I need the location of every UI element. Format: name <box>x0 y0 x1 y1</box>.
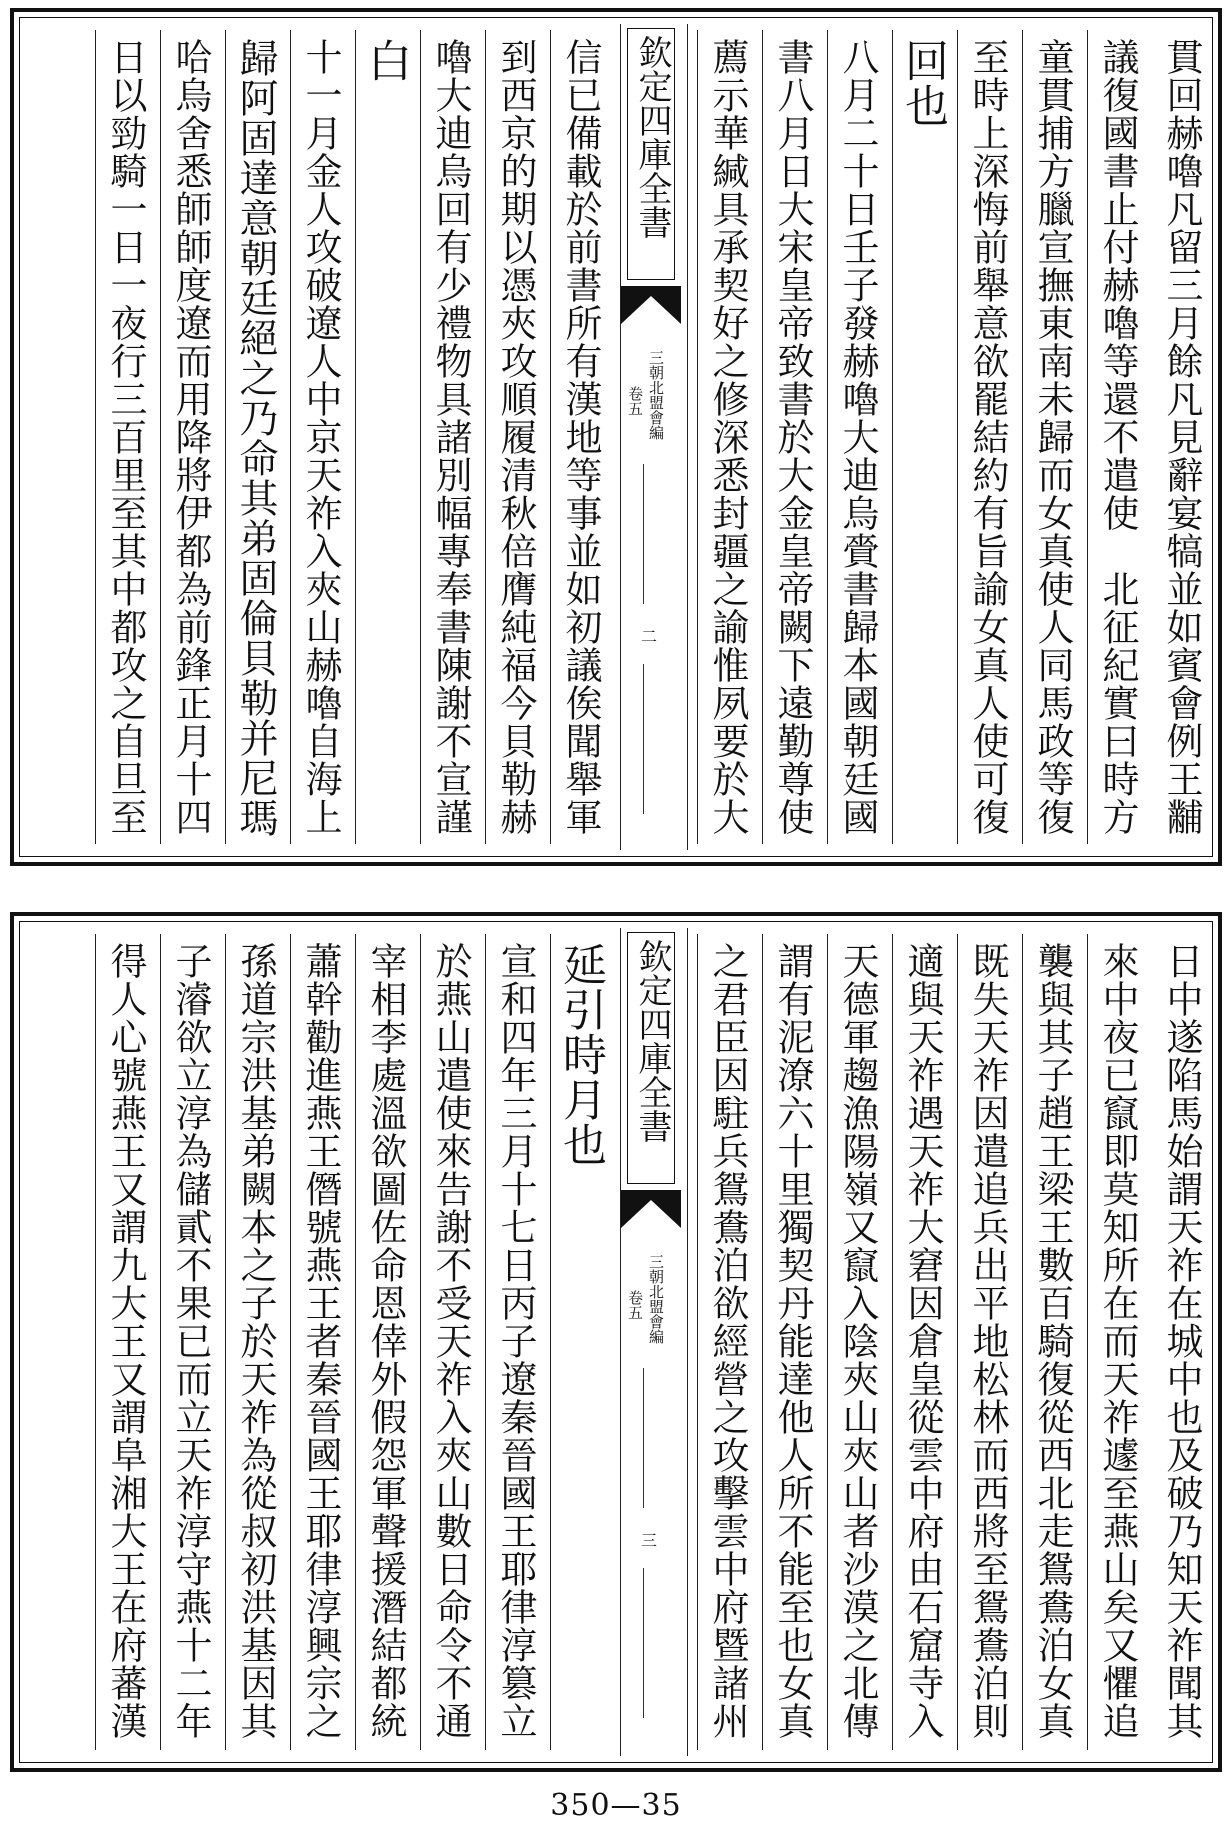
column-text: 到西京的期以憑夾攻順履清秋倍膺純福今貝勒赫 <box>494 38 537 836</box>
text-column <box>290 934 349 1750</box>
column-text: 延引時月也 <box>555 942 606 1167</box>
fish-tail-mark-icon <box>621 286 681 324</box>
column-text: 既失天祚因遣追兵出平地松林而西將至鴛鴦泊則 <box>966 942 1009 1740</box>
text-column <box>1022 30 1081 844</box>
text-column <box>225 30 284 844</box>
column-text: 書八月日大宋皇帝致書於大金皇帝闕下遠勤尊使 <box>771 38 814 836</box>
gutter-title-box <box>627 28 675 280</box>
column-text: 至時上深悔前舉意欲罷結約有旨諭女真人使可復 <box>966 38 1009 836</box>
center-gutter <box>620 928 688 1756</box>
text-column <box>160 30 219 844</box>
gutter-rule <box>643 464 644 604</box>
column-text: 八月二十日壬子發赫嚕大迪烏賫書歸本國朝廷國 <box>836 38 879 836</box>
top-page-frame <box>19 17 1213 857</box>
gutter-rule <box>643 1568 644 1718</box>
text-column <box>485 934 544 1750</box>
text-column <box>1087 30 1146 844</box>
column-text: 謂有泥潦六十里獨契丹能達他人所不能至也女真 <box>771 942 814 1740</box>
text-column <box>892 30 951 844</box>
column-text: 孫道宗洪基弟闕本之子於天祚為從叔初洪基因其 <box>234 942 277 1740</box>
text-column <box>420 934 479 1750</box>
gutter-volume: 卷五 <box>626 1290 644 1320</box>
column-text: 薦示華緘具承契好之修深悉封疆之諭惟夙要於大 <box>706 38 749 836</box>
text-column <box>697 934 756 1750</box>
gutter-title: 欽定四庫全書 <box>632 35 672 239</box>
column-text: 宰相李處溫欲圖佐命恩倖外假怨軍聲援潛結都統 <box>364 942 407 1740</box>
bottom-page-frame <box>19 921 1213 1763</box>
column-text: 十一月金人攻破遼人中京天祚入夾山赫嚕自海上 <box>299 38 342 836</box>
text-column <box>827 934 886 1750</box>
top-page-block <box>10 8 1222 866</box>
text-column <box>355 30 414 844</box>
column-text: 之君臣因駐兵鴛鴦泊欲經營之攻擊雲中府暨諸州 <box>706 942 749 1740</box>
column-text: 得人心號燕王又謂九大王又謂阜湘大王在府蕃漢 <box>104 942 147 1740</box>
text-column <box>762 934 821 1750</box>
text-column <box>1022 934 1081 1750</box>
text-column <box>892 934 951 1750</box>
column-text: 歸阿固達意朝廷絕之乃命其弟固倫貝勒并尼瑪 <box>233 38 278 838</box>
gutter-volume: 卷五 <box>626 386 644 416</box>
column-text: 來中夜已竄即莫知所在而天祚遽至燕山矣又懼追 <box>1096 942 1139 1740</box>
text-column <box>550 30 609 844</box>
text-column <box>957 934 1016 1750</box>
column-text: 信已備載於前書所有漢地等事並如初議俟聞舉軍 <box>559 38 602 836</box>
gutter-book-title: 三朝北盟會編 <box>647 350 665 440</box>
gutter-rule <box>643 664 644 814</box>
column-text: 白 <box>360 38 411 83</box>
text-column <box>485 30 544 844</box>
column-text: 議復國書止付赫嚕等還不遣使 北征紀實曰時方 <box>1096 38 1139 836</box>
text-column <box>160 934 219 1750</box>
text-column <box>827 30 886 844</box>
column-text: 襲與其子趙王梁王數百騎復從西北走鴛鴦泊女真 <box>1031 942 1074 1740</box>
column-text: 回也 <box>897 38 948 128</box>
gutter-title-box <box>627 932 675 1184</box>
text-column <box>550 934 609 1750</box>
column-text: 日中遂陷馬始謂天祚在城中也及破乃知天祚聞其 <box>1160 942 1203 1740</box>
column-text: 子濬欲立淳為儲貳不果已而立天祚淳守燕十二年 <box>169 942 212 1740</box>
fish-tail-mark-icon <box>621 1190 681 1228</box>
gutter-book-title: 三朝北盟會編 <box>647 1254 665 1344</box>
column-text: 宣和四年三月十七日丙子遼秦晉國王耶律淳篡立 <box>494 942 537 1740</box>
text-column <box>697 30 756 844</box>
bottom-page-block <box>10 912 1222 1772</box>
gutter-page-number: 三 <box>641 1531 658 1550</box>
text-column <box>1087 934 1146 1750</box>
column-text: 天德軍趨漁陽嶺又竄入陰夾山夾山者沙漠之北傳 <box>836 942 879 1740</box>
text-column <box>420 30 479 844</box>
column-text: 童貫捕方臘宣撫東南未歸而女真使人同馬政等復 <box>1031 38 1074 836</box>
column-text: 蕭幹勸進燕王僭號燕王者秦晉國王耶律淳興宗之 <box>299 942 342 1740</box>
center-gutter <box>620 24 688 850</box>
column-text: 貫回赫嚕凡留三月餘凡見辭宴犒並如賓會例王黼 <box>1160 38 1203 836</box>
column-text: 哈烏舍悉師師度遼而用降將伊都為前鋒正月十四 <box>169 38 212 836</box>
column-text: 日以勁騎一日一夜行三百里至其中都攻之自旦至 <box>104 38 147 836</box>
text-column <box>355 934 414 1750</box>
text-column <box>762 30 821 844</box>
text-column <box>290 30 349 844</box>
text-column <box>225 934 284 1750</box>
text-column <box>957 30 1016 844</box>
gutter-rule <box>643 1368 644 1508</box>
text-column <box>95 30 154 844</box>
gutter-title: 欽定四庫全書 <box>632 939 672 1143</box>
text-column <box>1152 30 1210 844</box>
text-column <box>1152 934 1210 1750</box>
column-text: 於燕山遣使來告謝不受天祚入夾山數日命令不通 <box>429 942 472 1740</box>
column-text: 適與天祚遇天祚大窘因倉皇從雲中府由石窟寺入 <box>901 942 944 1740</box>
page-number: 350—35 <box>550 1788 682 1823</box>
column-text: 嚕大迪烏回有少禮物具諸別幅專奉書陳謝不宣謹 <box>429 38 472 836</box>
gutter-page-number: 二 <box>641 627 658 646</box>
text-column <box>95 934 154 1750</box>
